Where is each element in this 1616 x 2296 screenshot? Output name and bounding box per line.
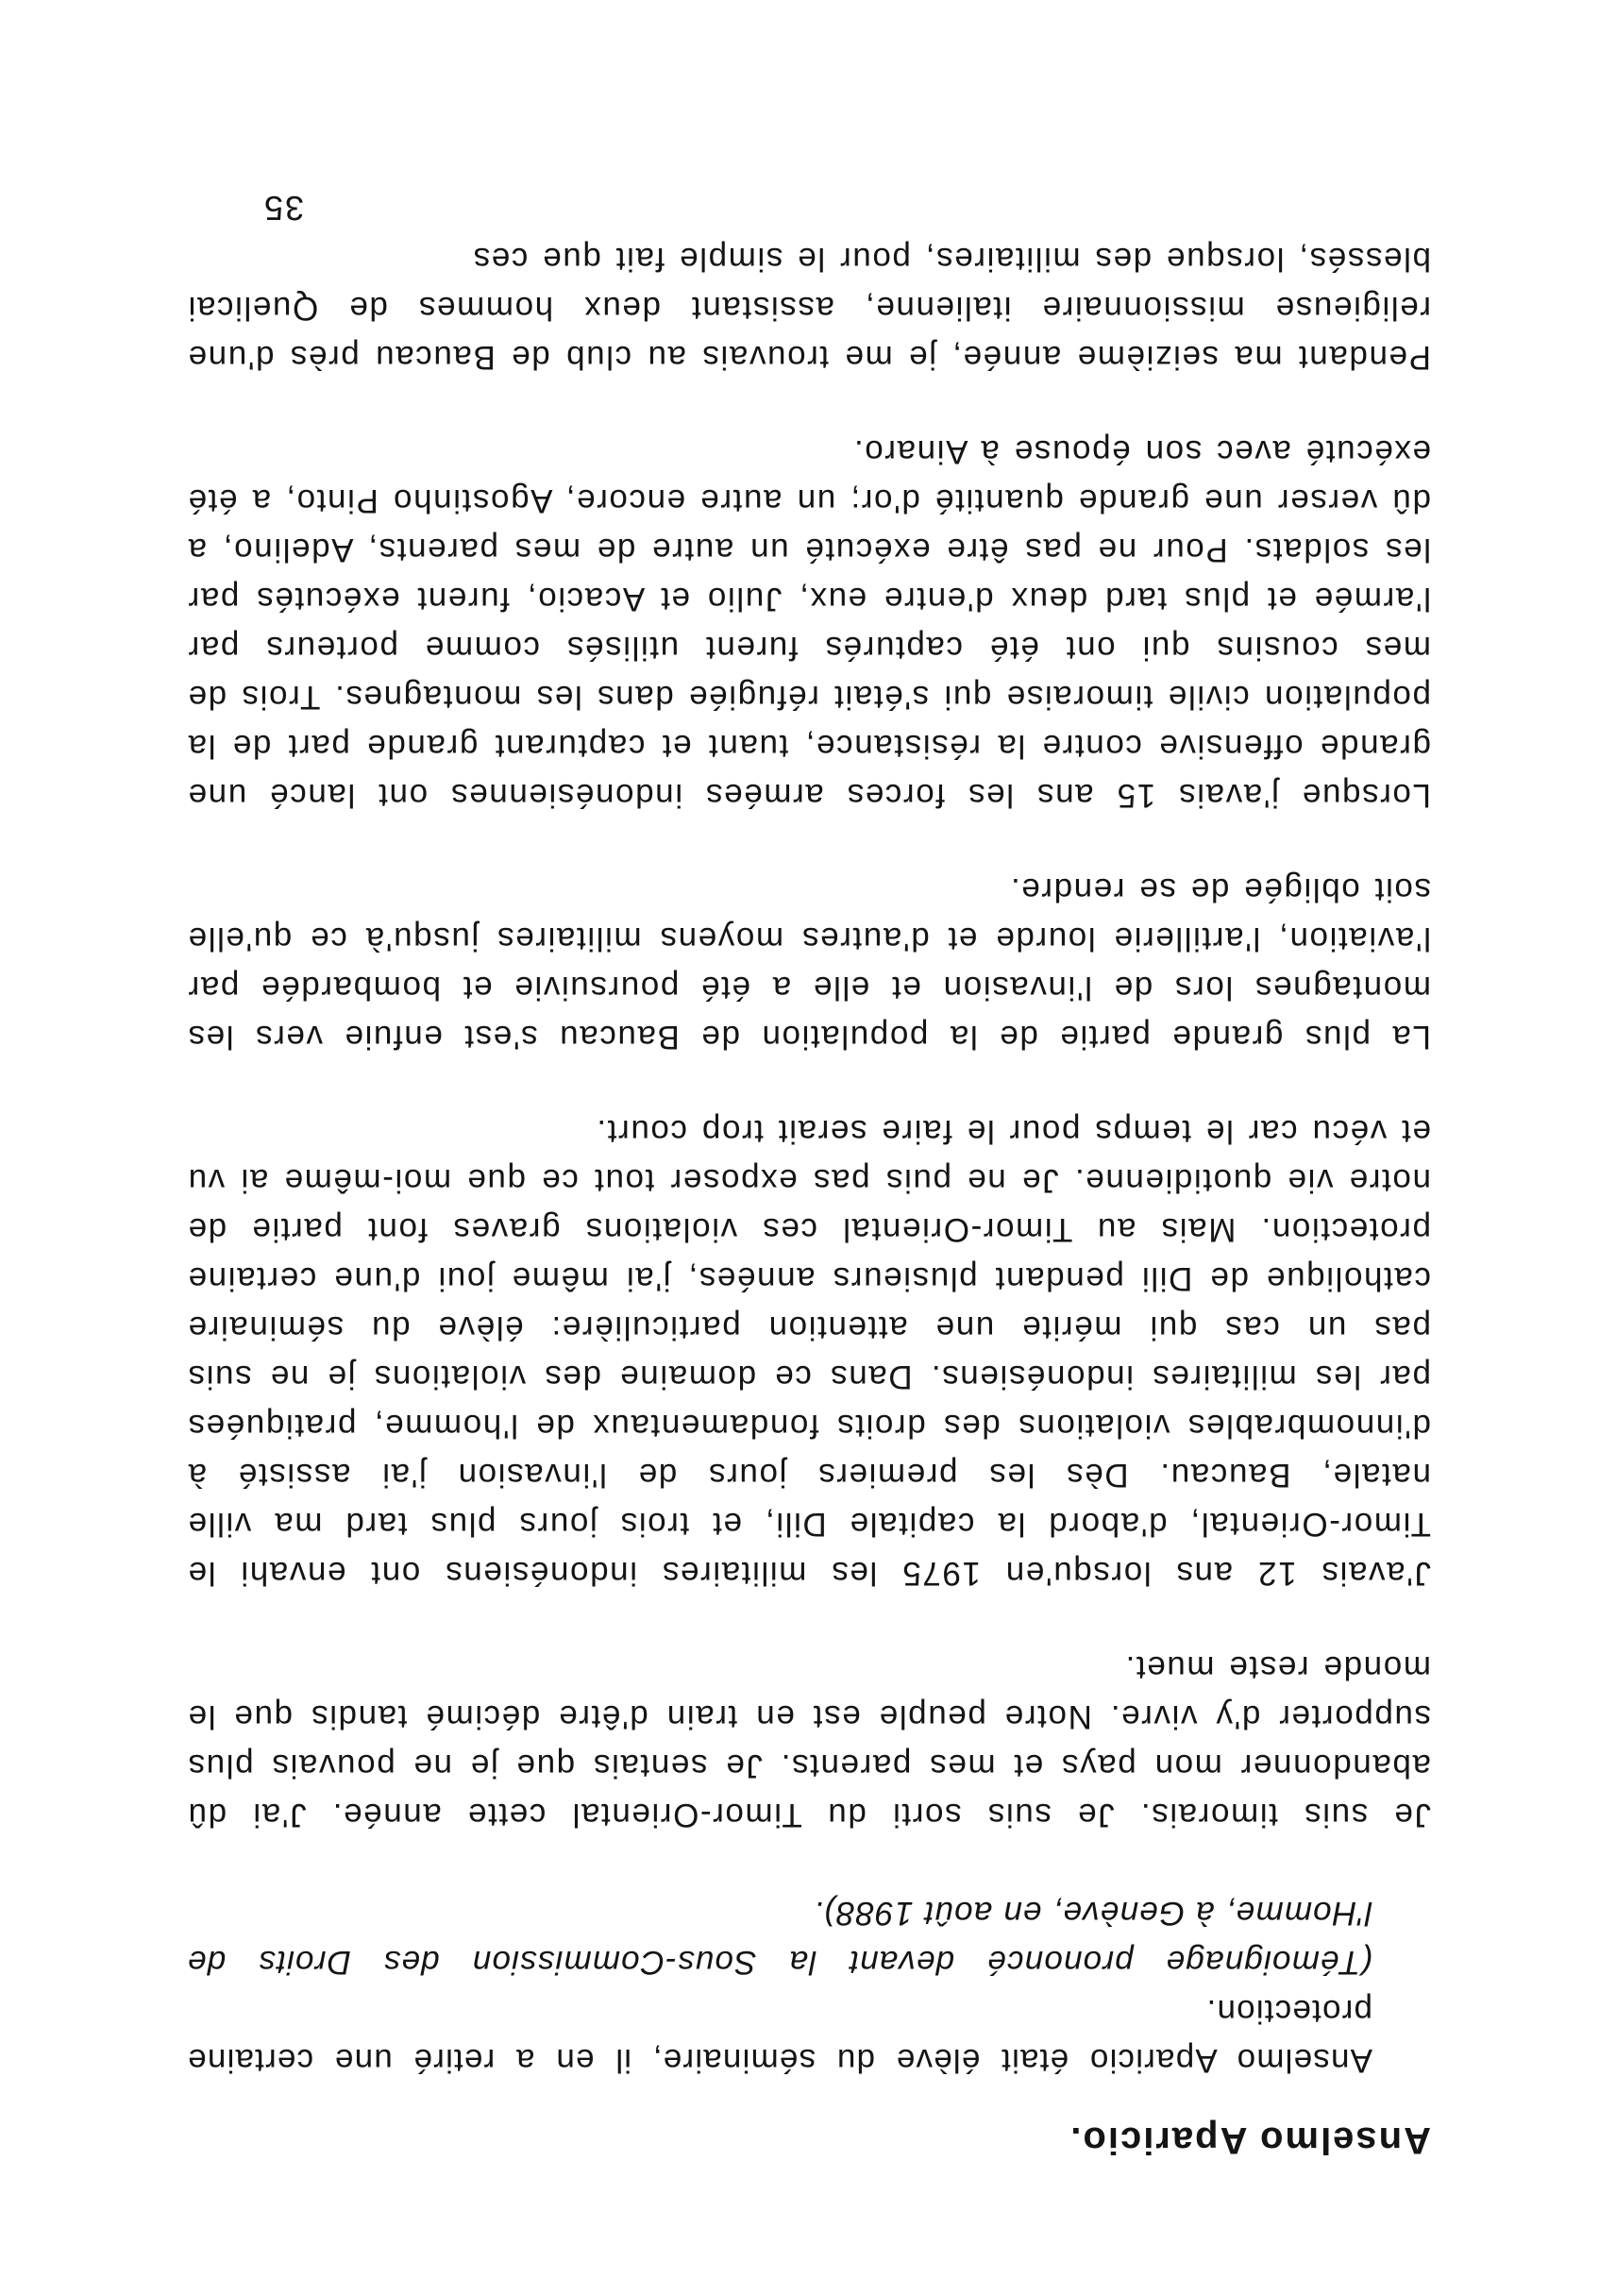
paragraph-1: Je suis timorais. Je suis sorti du Timor-Oriental cette année. J'ai dû abandonner mon pays et mes parents. Je sentais que je ne pouvais plus supporter d'y vivre. Notre peuple est en train d'être décimé tandis que le monde reste muet. xyxy=(187,1649,1431,1833)
paragraph-3: La plus grande partie de la population de Baucau s'est enfuie vers les montagnes lors de l'invasion et elle a été poursuivie et bombardée par l'aviation, l'artillerie lourde et d'autres moyens militaires jusqu'à ce qu'elle soit obligée de se rendre. xyxy=(187,871,1431,1055)
intro-text: Anselmo Aparicio était élève du séminaire, il en a retiré une certaine protection. xyxy=(187,1993,1372,2079)
intro-source: (Témoignage prononcé devant la Sous-Commission des Droits de l'Homme, à Genève, en août 1988). xyxy=(187,1895,1372,1981)
paragraph-2: J'avais 12 ans lorsqu'en 1975 les militaires indonésiens ont envahi le Timor-Oriental, d'abord la capitale Dili, et trois jours plus tard ma ville natale, Baucau. Dès les premiers jours de l'invasion j'ai assisté à d'innombrables violations des droits fondamentaux de l'homme, pratiquées par les militaires indonésiens. Dans ce domaine des violations je ne suis pas un cas qui mérite une attention particulière: élève du séminaire catholique de Dili pendant plusieurs années, j'ai même joui d'une certaine protection. Mais au Timor-Oriental ces violations graves font partie de notre vie quotidienne. Je ne puis pas exposer tout ce que moi-même ai vu et vécu car le temps pour le faire serait trop court. xyxy=(187,1113,1431,1592)
document-title: Anselmo Aparicio. xyxy=(1069,2119,1431,2161)
document-body xyxy=(187,234,1431,2164)
paragraph-4: Lorsque j'avais 15 ans les forces armées indonésiennes ont lancé une grande offensive contre la résistance, tuant et capturant grande part de la population civile timoraise qui s'était réfugiée dans les montagnes. Trois de mes cousins qui ont été capturés furent utilisés comme porteurs par l'armée et plus tard deux d'entre eux, Julio et Acacio, furent exécutés par les soldats. Pour ne pas être exécuté un autre de mes parents, Adelino, a dû verser une grande quantité d'or; un autre encore, Agostinho Pinto, a été exécuté avec son épouse à Ainaro. xyxy=(187,433,1431,814)
paragraph-5: Pendant ma seizième année, je me trouvais au club de Baucau près d'une religieuse missionnaire italienne, assistant deux hommes de Quelicai blessés, lorsque des militaires, pour le simple fait que ces xyxy=(187,241,1431,376)
page-number: 35 xyxy=(261,189,304,228)
intro-block xyxy=(187,1888,1372,2085)
